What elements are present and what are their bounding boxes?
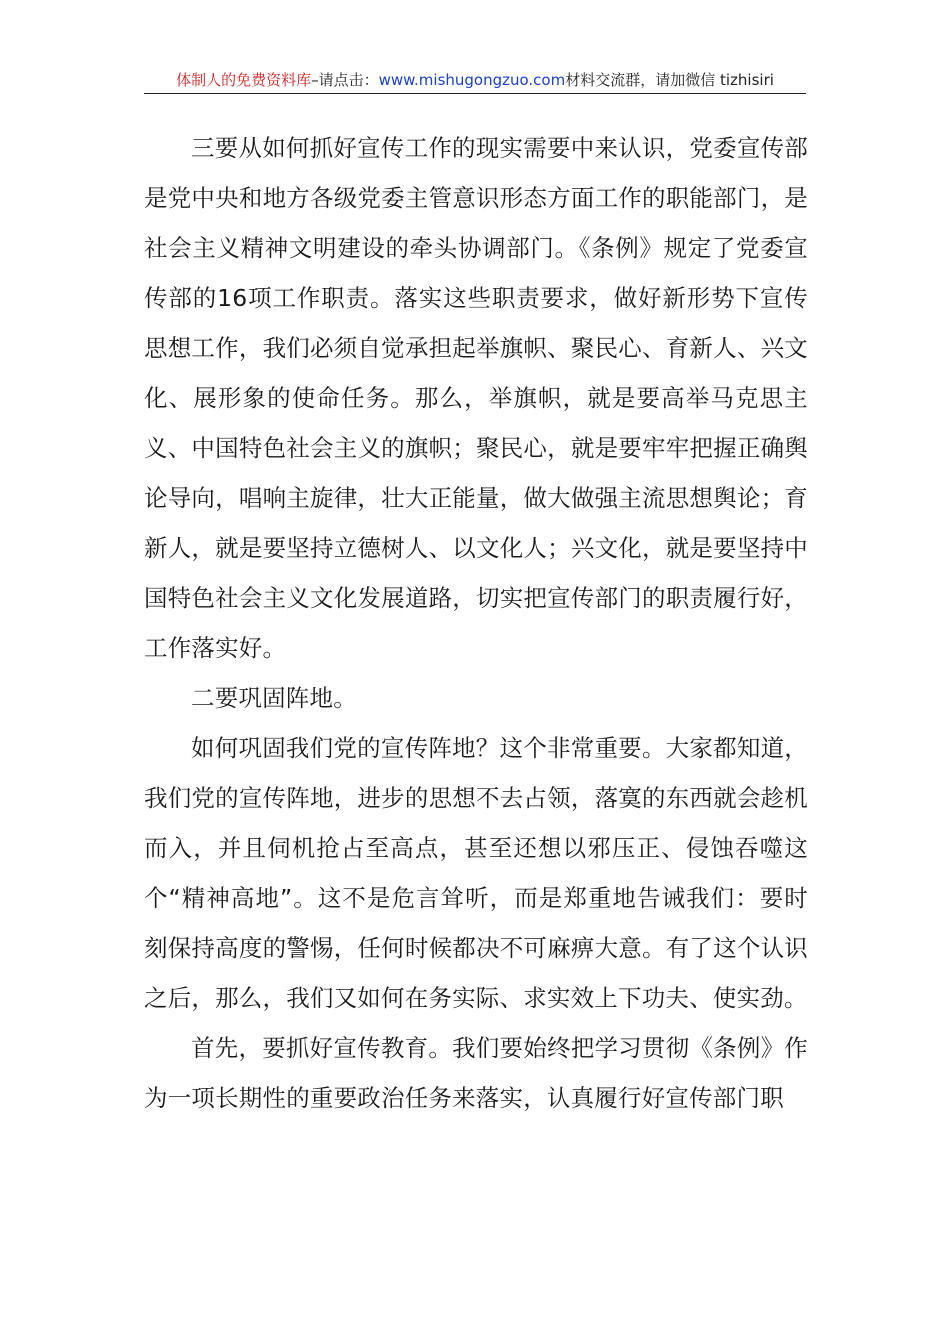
- header-brand: 体制人的免费资料库: [176, 71, 312, 89]
- paragraph-first-education: 首先，要抓好宣传教育。我们要始终把学习贯彻《条例》作为一项长期性的重要政治任务来落实，认真履行好宣传部门职: [144, 1034, 808, 1112]
- section-heading-consolidate: 二要巩固阵地。: [191, 684, 357, 712]
- document-body: [144, 123, 808, 1123]
- header-prompt: –请点击：: [311, 71, 379, 89]
- paragraph-third-point: 三要从如何抓好宣传工作的现实需要中来认识，党委宣传部是党中央和地方各级党委主管意识形态方面工作的职能部门，是社会主义精神文明建设的牵头协调部门。《条例》规定了党委宣传部的16项工作职责。落实这些职责要求，做好新形势下宣传思想工作，我们必须自觉承担起举旗帜、聚民心、育新人、兴文化、展形象的使命任务。那么，举旗帜，就是要高举马克思主义、中国特色社会主义的旗帜；聚民心，就是要牢牢把握正确舆论导向，唱响主旋律，壮大正能量，做大做强主流思想舆论；育新人，就是要坚持立德树人、以文化人；兴文化，就是要坚持中国特色社会主义文化发展道路，切实把宣传部门的职责履行好，工作落实好。: [144, 134, 808, 662]
- paragraph-consolidate-position: 如何巩固我们党的宣传阵地？这个非常重要。大家都知道，我们党的宣传阵地，进步的思想不去占领，落寞的东西就会趁机而入，并且伺机抢占至高点，甚至还想以邪压正、侵蚀吞噬这个“精神高地”。这不是危言耸听，而是郑重地告诫我们：要时刻保持高度的警惕，任何时候都决不可麻痹大意。有了这个认识之后，那么，我们又如何在务实际、求实效上下功夫、使实劲。: [144, 734, 808, 1012]
- page-header: [144, 66, 806, 94]
- header-wechat-note: 材料交流群，请加微信 tizhisiri: [565, 71, 774, 89]
- header-website-link[interactable]: www.mishugongzuo.com: [378, 71, 566, 89]
